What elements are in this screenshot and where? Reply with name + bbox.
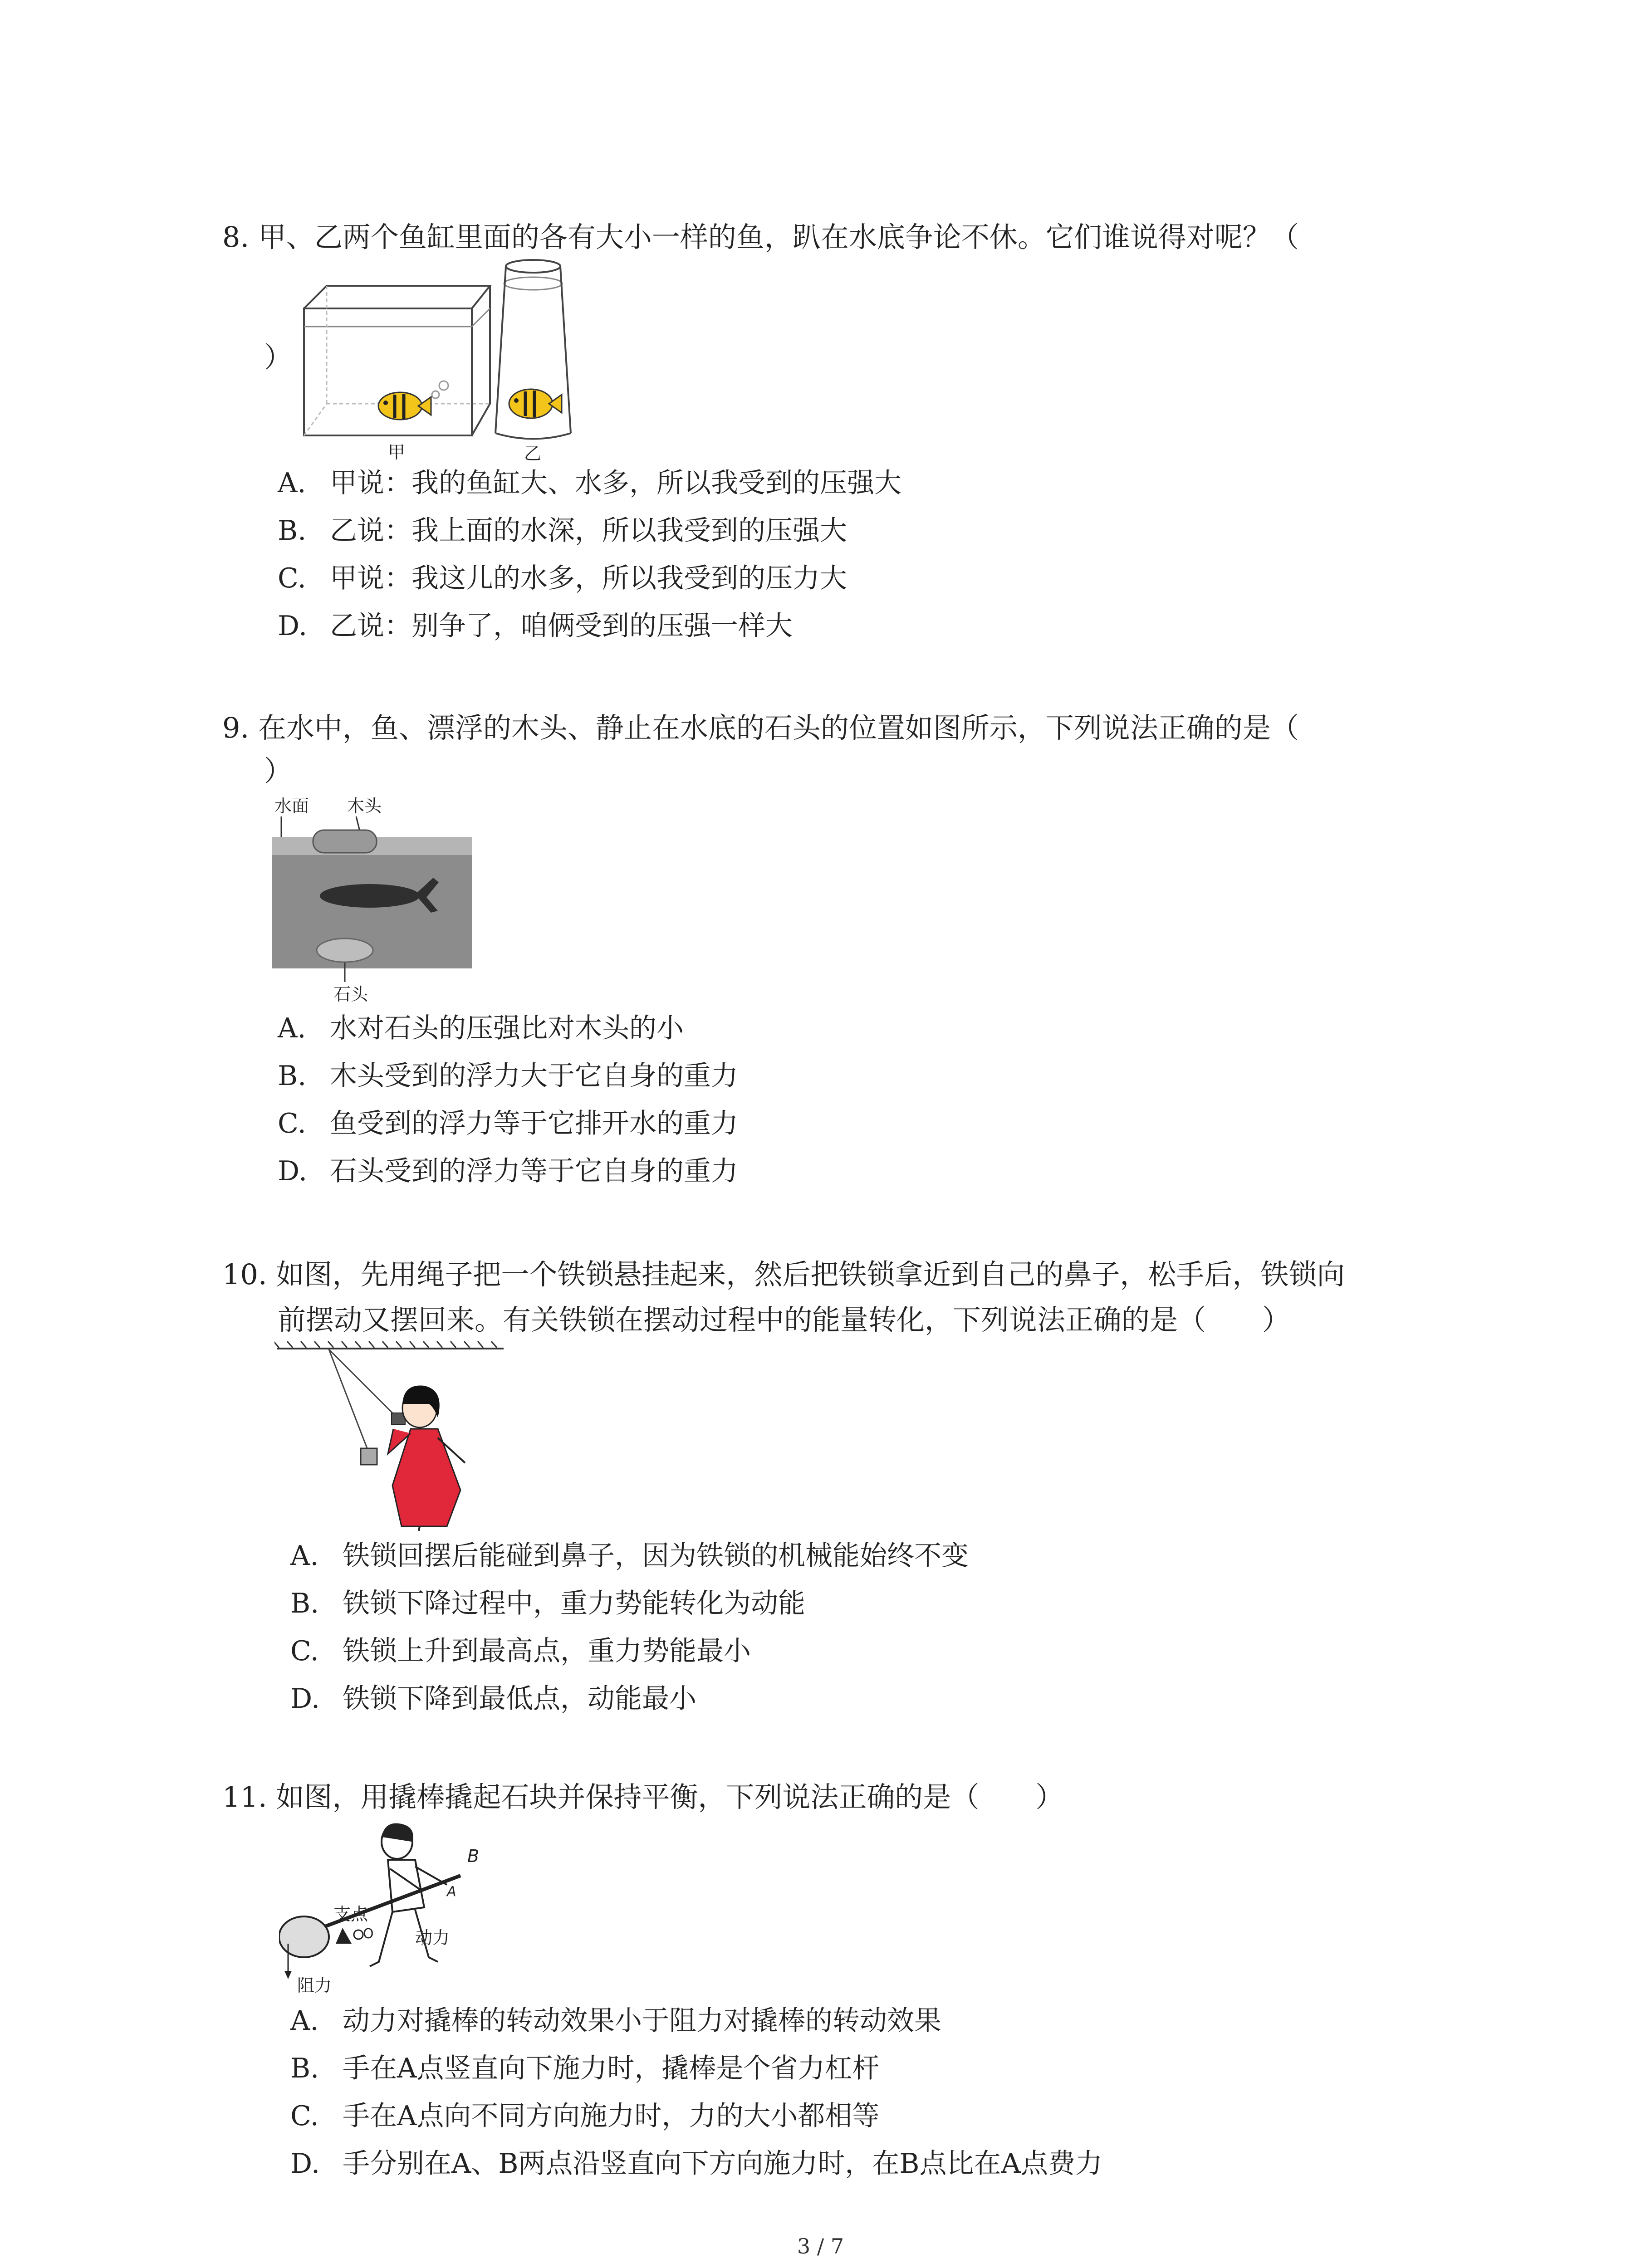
question-11-stem: 11. 如图，用撬棒撬起石块并保持平衡，下列说法正确的是（ ） (222, 1780, 1064, 1813)
question-10-stem: 10. 如图，先用绳子把一个铁锁悬挂起来，然后把铁锁拿近到自己的鼻子，松手后，铁锁向 (222, 1258, 1345, 1291)
resistance-label: 阻力 (297, 1975, 332, 1995)
question-11-option-c[interactable]: C. 手在A点向不同方向施力时，力的大小都相等 (290, 2100, 880, 2132)
question-9-stem: 9. 在水中，鱼、漂浮的木头、静止在水底的石头的位置如图所示，下列说法正确的是（ (222, 711, 1299, 744)
lock-icon (361, 1448, 377, 1465)
tank-jia-label: 甲 (388, 442, 406, 462)
water-figure (270, 794, 479, 1012)
question-9-option-b[interactable]: B. 木头受到的浮力大于它自身的重力 (278, 1060, 738, 1092)
point-o-label: O (363, 1926, 374, 1942)
question-10-stem-line2: 前摆动又摆回来。有关铁锁在摆动过程中的能量转化，下列说法正确的是（ ） (278, 1303, 1291, 1336)
question-8-stem: 8. 甲、乙两个鱼缸里面的各有大小一样的鱼，趴在水底争论不休。它们谁说得对呢？（ (222, 220, 1299, 254)
question-8-stem-end: ） (264, 341, 293, 374)
question-8-option-a[interactable]: A. 甲说：我的鱼缸大、水多，所以我受到的压强大 (278, 467, 901, 499)
tall-jar-figure (490, 256, 576, 465)
question-10-option-a[interactable]: A. 铁锁回摆后能碰到鼻子，因为铁锁的机械能始终不变 (290, 1540, 969, 1572)
girl-icon (388, 1386, 465, 1531)
stone-block-icon (279, 1916, 329, 1957)
wood-label: 木头 (347, 796, 382, 816)
stone-label: 石头 (333, 984, 368, 1004)
question-9-stem-end: ） (264, 754, 293, 787)
question-8-option-b[interactable]: B. 乙说：我上面的水深，所以我受到的压强大 (278, 515, 847, 547)
crowbar-figure (279, 1817, 506, 1998)
wood-log-icon (313, 830, 377, 853)
rope (329, 1349, 397, 1418)
question-11-option-b[interactable]: B. 手在A点竖直向下施力时，撬棒是个省力杠杆 (290, 2053, 880, 2084)
question-9-option-c[interactable]: C. 鱼受到的浮力等于它排开水的重力 (278, 1108, 738, 1139)
page-number: 3 / 7 (797, 2234, 844, 2258)
fish-jia-icon (378, 381, 448, 420)
ceiling (274, 1341, 504, 1349)
effort-label: 动力 (415, 1928, 450, 1948)
tank-yi-label: 乙 (524, 444, 542, 464)
question-10-option-d[interactable]: D. 铁锁下降到最低点，动能最小 (290, 1683, 696, 1715)
question-9-option-d[interactable]: D. 石头受到的浮力等于它自身的重力 (278, 1155, 738, 1187)
fulcrum-icon (336, 1928, 352, 1944)
question-9-option-a[interactable]: A. 水对石头的压强比对木头的小 (278, 1012, 684, 1044)
stone-icon (317, 938, 373, 962)
fulcrum-label: 支点 (333, 1904, 368, 1924)
question-11-option-a[interactable]: A. 动力对撬棒的转动效果小于阻力对撬棒的转动效果 (290, 2005, 941, 2037)
question-11-option-d[interactable]: D. 手分别在A、B两点沿竖直向下方向施力时，在B点比在A点费力 (290, 2148, 1102, 2180)
water-surface-label: 水面 (274, 796, 309, 816)
question-8-option-c[interactable]: C. 甲说：我这儿的水多，所以我受到的压力大 (278, 562, 847, 594)
fish-yi-icon (509, 389, 562, 418)
question-10-option-c[interactable]: C. 铁锁上升到最高点，重力势能最小 (290, 1635, 751, 1667)
point-a-label: A (447, 1884, 456, 1900)
question-10-option-b[interactable]: B. 铁锁下降过程中，重力势能转化为动能 (290, 1588, 805, 1619)
iron-lock-pendulum-figure (274, 1340, 510, 1531)
rope-swing-path (329, 1349, 367, 1449)
point-b-label: B (467, 1846, 480, 1866)
question-8-option-d[interactable]: D. 乙说：别争了，咱俩受到的压强一样大 (278, 610, 793, 642)
